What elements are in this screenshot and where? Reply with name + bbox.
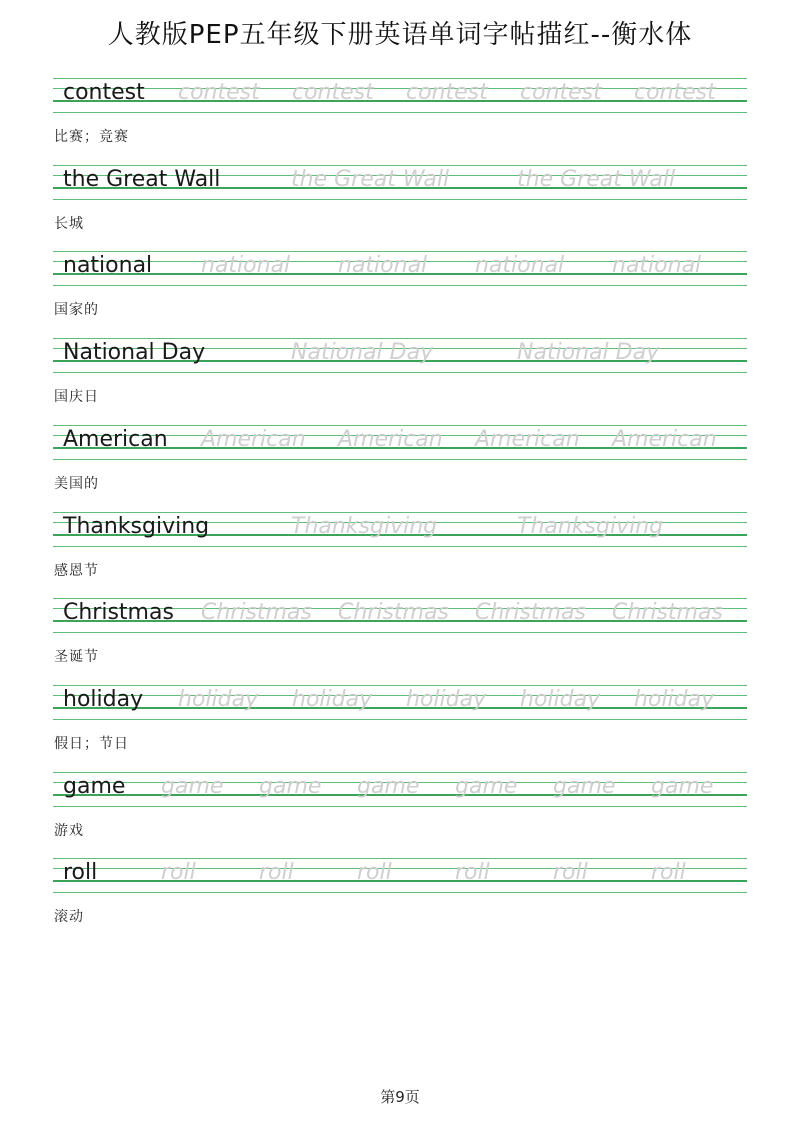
guide-line — [53, 165, 747, 166]
trace-word: Christmas — [475, 600, 586, 626]
word-entry — [0, 685, 800, 772]
page-number: 第9页 — [380, 1088, 420, 1106]
trace-word: Christmas — [201, 600, 312, 626]
trace-word: national — [612, 253, 702, 279]
word-row — [53, 253, 747, 279]
guide-line — [53, 546, 747, 547]
trace-word: holiday — [520, 686, 601, 712]
trace-word: roll — [553, 860, 588, 886]
word-entry — [0, 772, 800, 859]
word-row — [53, 427, 747, 453]
english-word: Christmas — [63, 600, 174, 626]
trace-word: national — [338, 253, 428, 279]
trace-word: the Great Wall — [517, 166, 676, 192]
trace-word: roll — [357, 860, 392, 886]
trace-word: National Day — [517, 340, 660, 366]
word-row — [53, 167, 747, 193]
chinese-meaning: 比赛；竞赛 — [54, 129, 129, 145]
chinese-meaning: 国庆日 — [54, 389, 99, 406]
guide-line — [53, 285, 747, 286]
word-row — [53, 80, 747, 106]
trace-word: national — [201, 253, 291, 279]
chinese-meaning: 假日；节日 — [54, 735, 129, 752]
trace-word: American — [475, 426, 580, 452]
guide-line — [53, 338, 747, 339]
word-entry — [0, 165, 800, 252]
trace-word: American — [338, 426, 443, 452]
english-word: contest — [63, 80, 145, 105]
trace-word: contest — [292, 80, 374, 105]
chinese-meaning: 长城 — [54, 215, 84, 232]
guide-line — [53, 112, 747, 113]
word-entry — [0, 251, 800, 338]
trace-word: roll — [259, 860, 294, 886]
guide-line — [53, 685, 747, 686]
guide-line — [53, 772, 747, 773]
guide-line — [53, 512, 747, 513]
trace-word: national — [475, 253, 565, 279]
trace-word: game — [357, 773, 420, 799]
english-word: holiday — [63, 686, 144, 712]
trace-word: game — [455, 773, 518, 799]
trace-word: National Day — [291, 340, 434, 366]
trace-word: the Great Wall — [291, 166, 450, 192]
trace-word: contest — [520, 80, 602, 105]
trace-word: roll — [455, 860, 490, 886]
trace-word: contest — [178, 80, 260, 105]
trace-word: Christmas — [612, 600, 723, 626]
trace-word: game — [161, 773, 224, 799]
trace-word: American — [612, 426, 717, 452]
word-entry — [0, 512, 800, 599]
chinese-meaning: 圣诞节 — [54, 649, 99, 666]
word-entry — [0, 78, 800, 165]
guide-line — [53, 372, 747, 373]
guide-line — [53, 892, 747, 893]
english-word: roll — [63, 860, 98, 886]
guide-line — [53, 598, 747, 599]
trace-word: Thanksgiving — [291, 513, 438, 539]
word-row — [53, 600, 747, 626]
word-row — [53, 340, 747, 366]
trace-word: holiday — [292, 686, 373, 712]
guide-line — [53, 719, 747, 720]
trace-word: Thanksgiving — [517, 513, 664, 539]
guide-line — [53, 806, 747, 807]
trace-word: roll — [161, 860, 196, 886]
trace-word: American — [201, 426, 306, 452]
trace-word: roll — [651, 860, 686, 886]
chinese-meaning: 美国的 — [54, 475, 99, 492]
word-entry — [0, 598, 800, 685]
page-title: 人教版PEP五年级下册英语单词字帖描红--衡水体 — [107, 20, 693, 50]
word-entry — [0, 338, 800, 425]
word-row — [53, 514, 747, 540]
english-word: the Great Wall — [63, 166, 221, 192]
guide-line — [53, 425, 747, 426]
guide-line — [53, 459, 747, 460]
chinese-meaning: 国家的 — [54, 302, 99, 319]
trace-word: game — [651, 773, 714, 799]
trace-word: game — [259, 773, 322, 799]
trace-word: game — [553, 773, 616, 799]
word-row — [53, 774, 747, 800]
trace-word: holiday — [406, 686, 487, 712]
word-entry — [0, 425, 800, 512]
guide-line — [53, 632, 747, 633]
english-word: National Day — [63, 340, 206, 366]
trace-word: Christmas — [338, 600, 449, 626]
trace-word: holiday — [178, 686, 259, 712]
english-word: national — [63, 253, 153, 279]
trace-word: contest — [406, 80, 488, 105]
trace-word: holiday — [634, 686, 715, 712]
guide-line — [53, 78, 747, 79]
chinese-meaning: 感恩节 — [54, 562, 99, 579]
word-entry — [0, 858, 800, 945]
word-row — [53, 687, 747, 713]
chinese-meaning: 游戏 — [54, 822, 84, 839]
guide-line — [53, 858, 747, 859]
guide-line — [53, 199, 747, 200]
trace-word: contest — [634, 80, 716, 105]
chinese-meaning: 滚动 — [54, 909, 84, 926]
english-word: game — [63, 773, 126, 799]
english-word: Thanksgiving — [63, 513, 210, 539]
guide-line — [53, 251, 747, 252]
english-word: American — [63, 426, 168, 452]
word-row — [53, 860, 747, 886]
